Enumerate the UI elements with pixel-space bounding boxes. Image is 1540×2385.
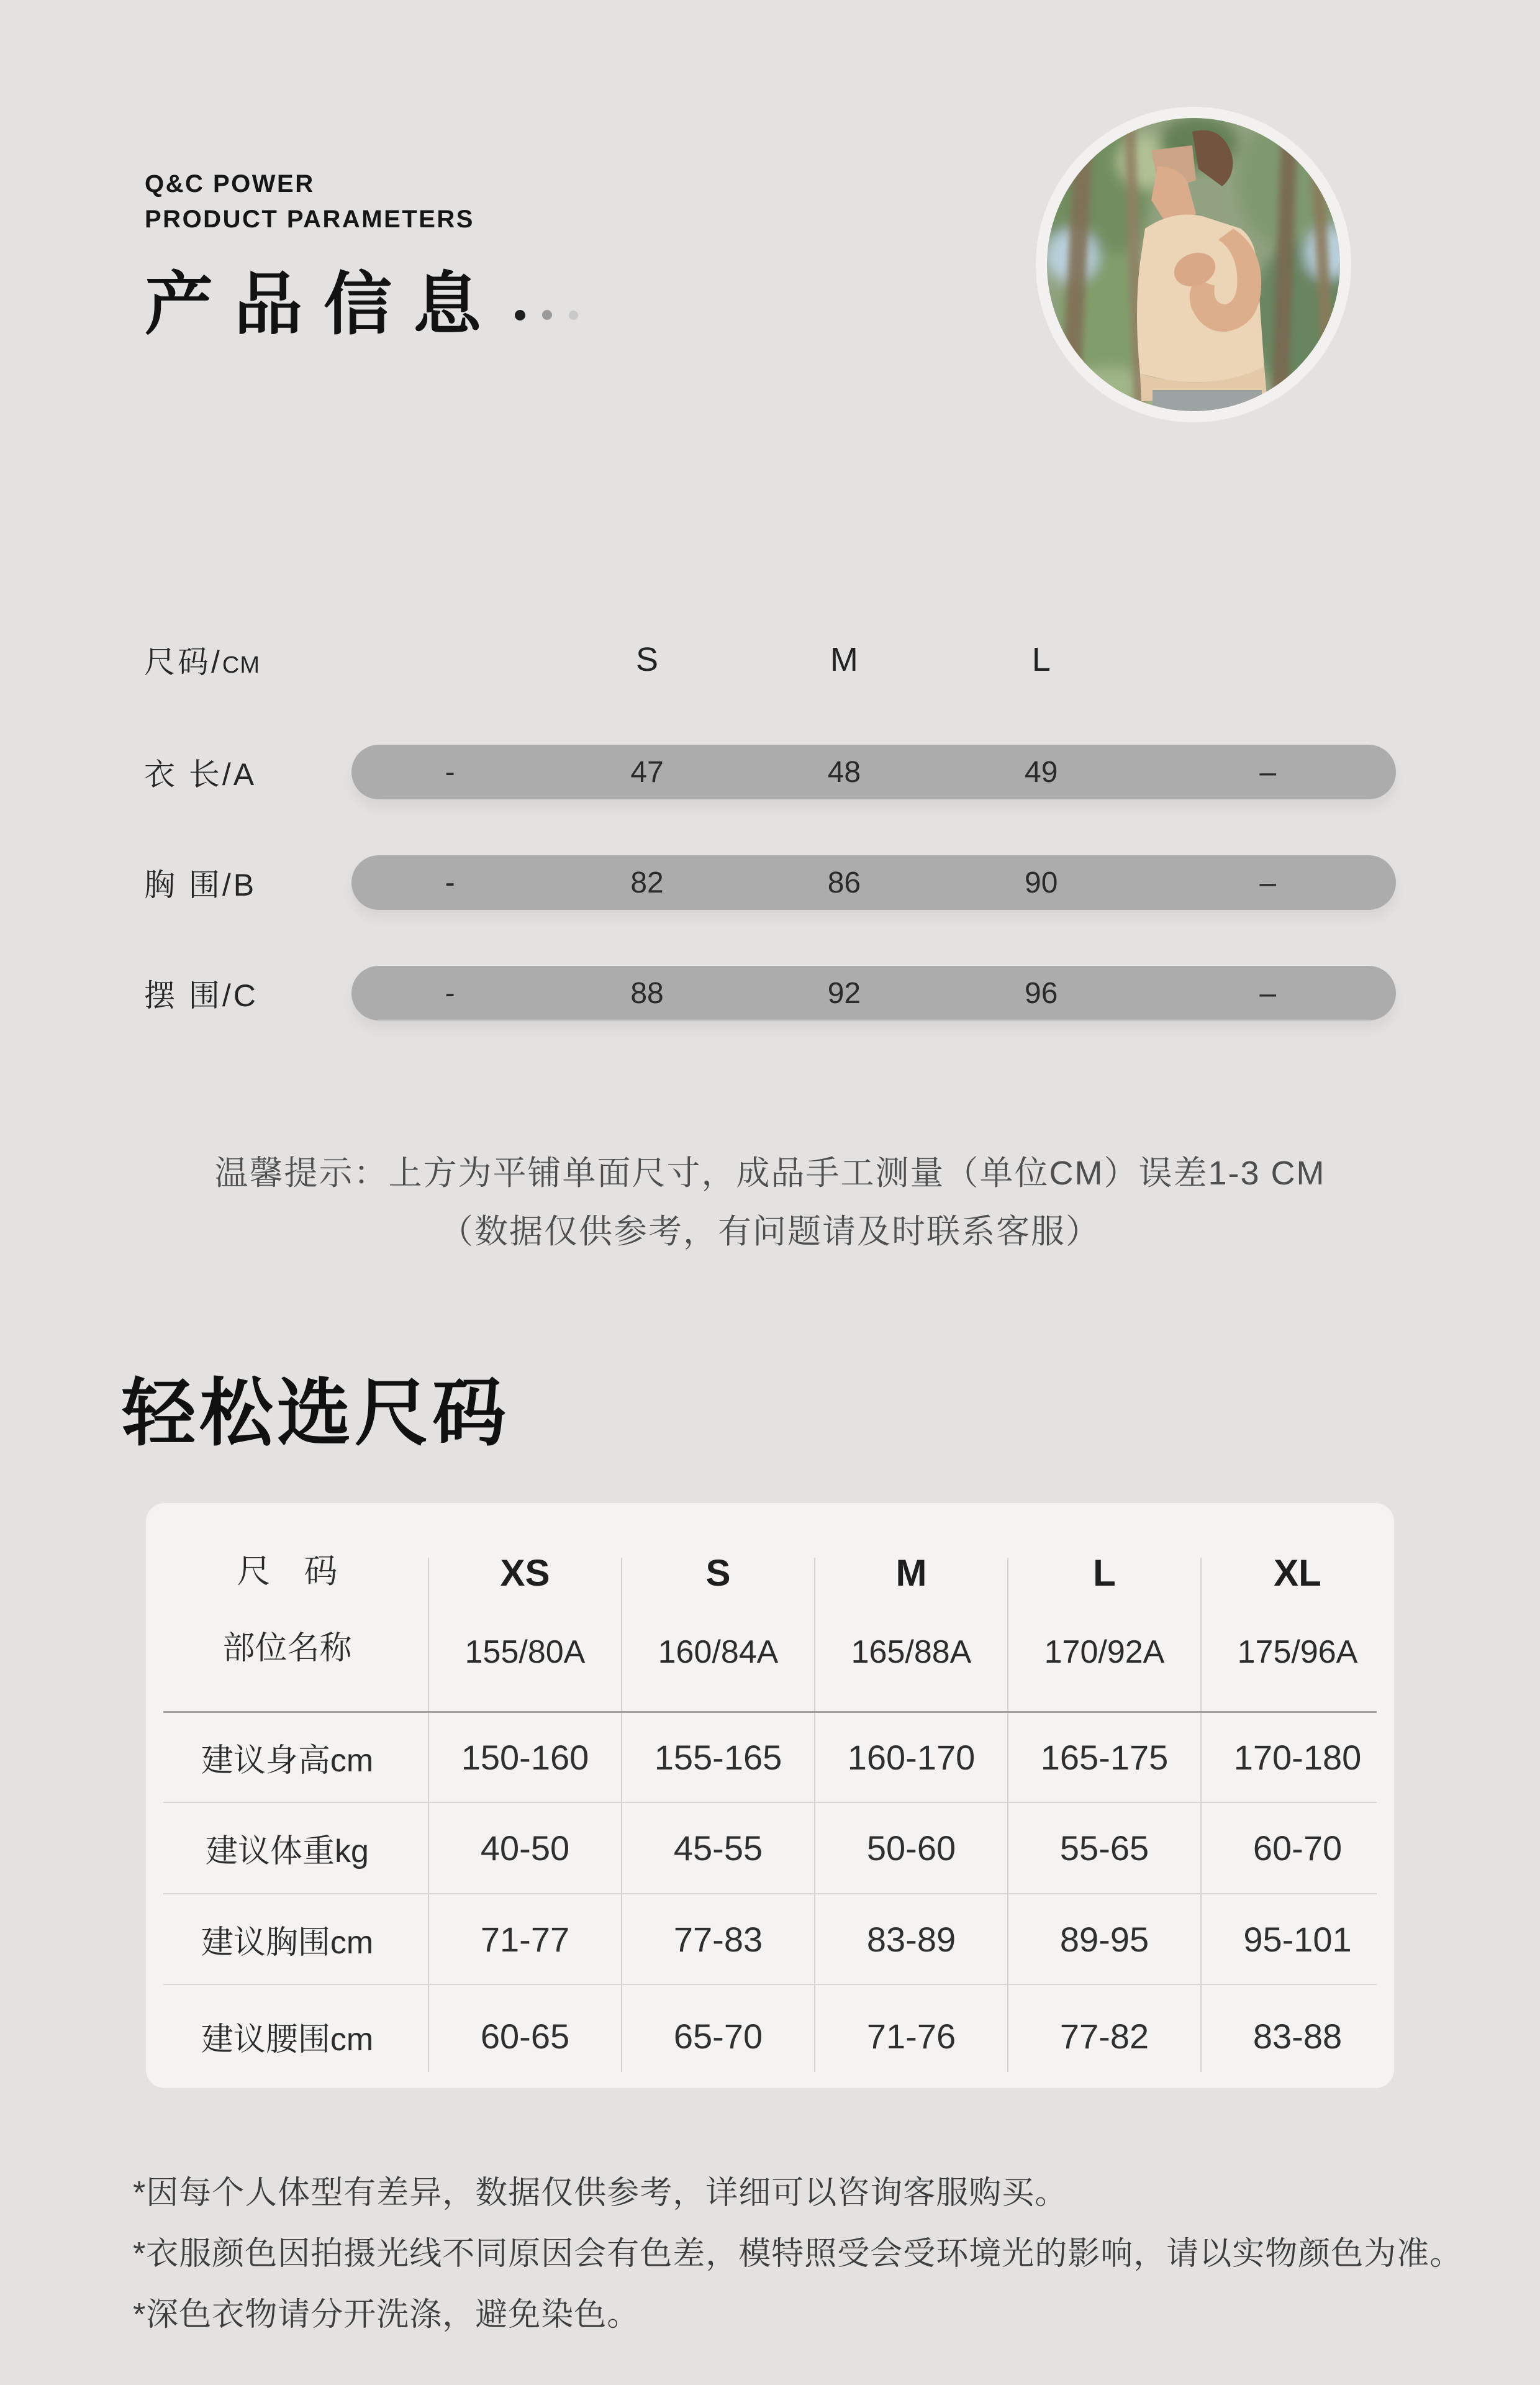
tips-block (0, 1144, 1540, 1261)
size-label: XS (500, 1552, 550, 1594)
brand-line-1: Q&C POWER (145, 170, 315, 198)
header-divider (163, 1711, 1377, 1713)
bar-cell: 90 (1025, 866, 1058, 899)
fit-cell: 95-101 (1243, 1919, 1352, 1959)
size-unit-label-cm: CM (222, 652, 261, 678)
fit-cell: 170-180 (1233, 1737, 1362, 1777)
corner-size-label: 尺 码 (237, 1553, 338, 1590)
bar-cell: 47 (630, 755, 664, 789)
fit-cell: 55-65 (1059, 1828, 1149, 1868)
size-unit-label (144, 637, 351, 682)
row-label: 摆 围/C (144, 978, 258, 1013)
row-label: 衣 长/A (144, 757, 257, 792)
size-label: L (1093, 1552, 1116, 1594)
bar-cell: 88 (630, 976, 664, 1010)
fit-cell: 71-76 (866, 2017, 956, 2056)
spec-label: 160/84A (658, 1634, 779, 1670)
size-unit-label-main: 尺码/ (144, 645, 222, 679)
dot-icon (569, 311, 578, 320)
bar-cell: - (445, 976, 455, 1010)
bar-cell: 86 (827, 866, 861, 899)
row-divider (163, 1893, 1377, 1894)
spec-label: 170/92A (1044, 1634, 1165, 1670)
bar-cell: – (1259, 755, 1277, 789)
bar-cell: – (1259, 976, 1277, 1010)
page-title: 产品信息 (145, 266, 502, 343)
bar-cell: 82 (630, 866, 664, 899)
measurement-bar (351, 745, 1396, 799)
fit-cell: 160-170 (847, 1737, 976, 1777)
fit-col-header-s (622, 1503, 815, 1712)
fit-cell: 71-77 (480, 1919, 570, 1959)
row-divider (163, 1802, 1377, 1803)
bar-cell: 92 (827, 976, 861, 1010)
footnotes (133, 2163, 1462, 2345)
spec-label: 165/88A (851, 1634, 972, 1670)
row-label: 胸 围/B (144, 868, 257, 902)
measurement-row-hem (144, 966, 1396, 1020)
fit-table-corner (146, 1503, 428, 1712)
bar-cell: - (445, 866, 455, 899)
size-col-s: S (636, 641, 659, 678)
size-label: XL (1274, 1552, 1321, 1594)
fit-cell: 77-82 (1059, 2017, 1149, 2056)
fit-cell: 45-55 (673, 1828, 763, 1868)
fit-cell: 60-65 (480, 2017, 570, 2056)
size-col-m: M (830, 641, 858, 678)
tip-line-1: 温馨提示：上方为平铺单面尺寸，成品手工测量（单位CM）误差1-3 CM (214, 1155, 1326, 1192)
fit-cell: 83-88 (1252, 2017, 1343, 2056)
column-divider (814, 1558, 815, 2072)
fit-cell: 40-50 (480, 1828, 570, 1868)
column-divider (428, 1558, 429, 2072)
size-col-l: L (1031, 641, 1051, 678)
model-photo (1036, 107, 1351, 422)
fit-row-label: 建议身高cm (201, 1742, 374, 1779)
column-divider (1007, 1558, 1008, 2072)
fit-cell: 83-89 (866, 1919, 956, 1959)
size-chart (144, 630, 1396, 1020)
size-col-headers (351, 630, 1396, 689)
dot-icon (542, 310, 552, 320)
brand-line-2: PRODUCT PARAMETERS (145, 206, 474, 233)
measurement-bar (351, 966, 1396, 1020)
size-label: S (705, 1552, 731, 1594)
footnote-line: *深色衣物请分开洗涤，避免染色。 (133, 2297, 640, 2333)
fit-cell: 165-175 (1040, 1737, 1169, 1777)
spec-label: 155/80A (464, 1634, 586, 1670)
fit-cell: 77-83 (673, 1919, 763, 1959)
fit-table (146, 1503, 1394, 2088)
measurement-row-length (144, 745, 1396, 799)
size-label: M (895, 1552, 927, 1594)
fit-cell: 155-165 (654, 1737, 782, 1777)
fit-row-label: 建议胸围cm (201, 1924, 374, 1961)
brand-block (145, 166, 474, 237)
ellipsis-dots (515, 310, 578, 320)
tip-line-2: （数据仅供参考，有问题请及时联系客服） (440, 1213, 1100, 1250)
spec-label: 175/96A (1237, 1634, 1358, 1670)
bar-cell: 49 (1025, 755, 1058, 789)
column-divider (1200, 1558, 1202, 2072)
fit-table-card (146, 1503, 1394, 2088)
bar-cell: – (1259, 866, 1277, 899)
fit-cell: 60-70 (1252, 1828, 1343, 1868)
size-chart-header-row (144, 630, 1396, 689)
fit-cell: 65-70 (673, 2017, 763, 2056)
fit-cell: 89-95 (1059, 1919, 1149, 1959)
title-row (145, 266, 578, 345)
corner-part-label: 部位名称 (222, 1630, 352, 1666)
footnote-line: *衣服颜色因拍摄光线不同原因会有色差，模特照受会受环境光的影响，请以实物颜色为准。 (133, 2236, 1463, 2272)
fit-col-header-l (1008, 1503, 1201, 1712)
fit-col-header-xs (428, 1503, 622, 1712)
fit-col-header-m (815, 1503, 1008, 1712)
fit-cell: 150-160 (461, 1737, 589, 1777)
section-title: 轻松选尺码 (122, 1372, 510, 1455)
model-photo-illustration (1036, 107, 1351, 422)
measurement-bar (351, 855, 1396, 910)
measurement-row-bust (144, 855, 1396, 910)
row-divider (163, 1984, 1377, 1985)
fit-row-label: 建议腰围cm (201, 2022, 374, 2058)
bar-cell: 48 (827, 755, 861, 789)
fit-col-header-xl (1201, 1503, 1394, 1712)
fit-row-label: 建议体重kg (206, 1833, 369, 1869)
column-divider (621, 1558, 622, 2072)
dot-icon (515, 310, 525, 320)
bar-cell: - (445, 755, 455, 789)
fit-cell: 50-60 (866, 1828, 956, 1868)
footnote-line: *因每个人体型有差异，数据仅供参考，详细可以咨询客服购买。 (133, 2175, 1068, 2211)
bar-cell: 96 (1025, 976, 1058, 1010)
